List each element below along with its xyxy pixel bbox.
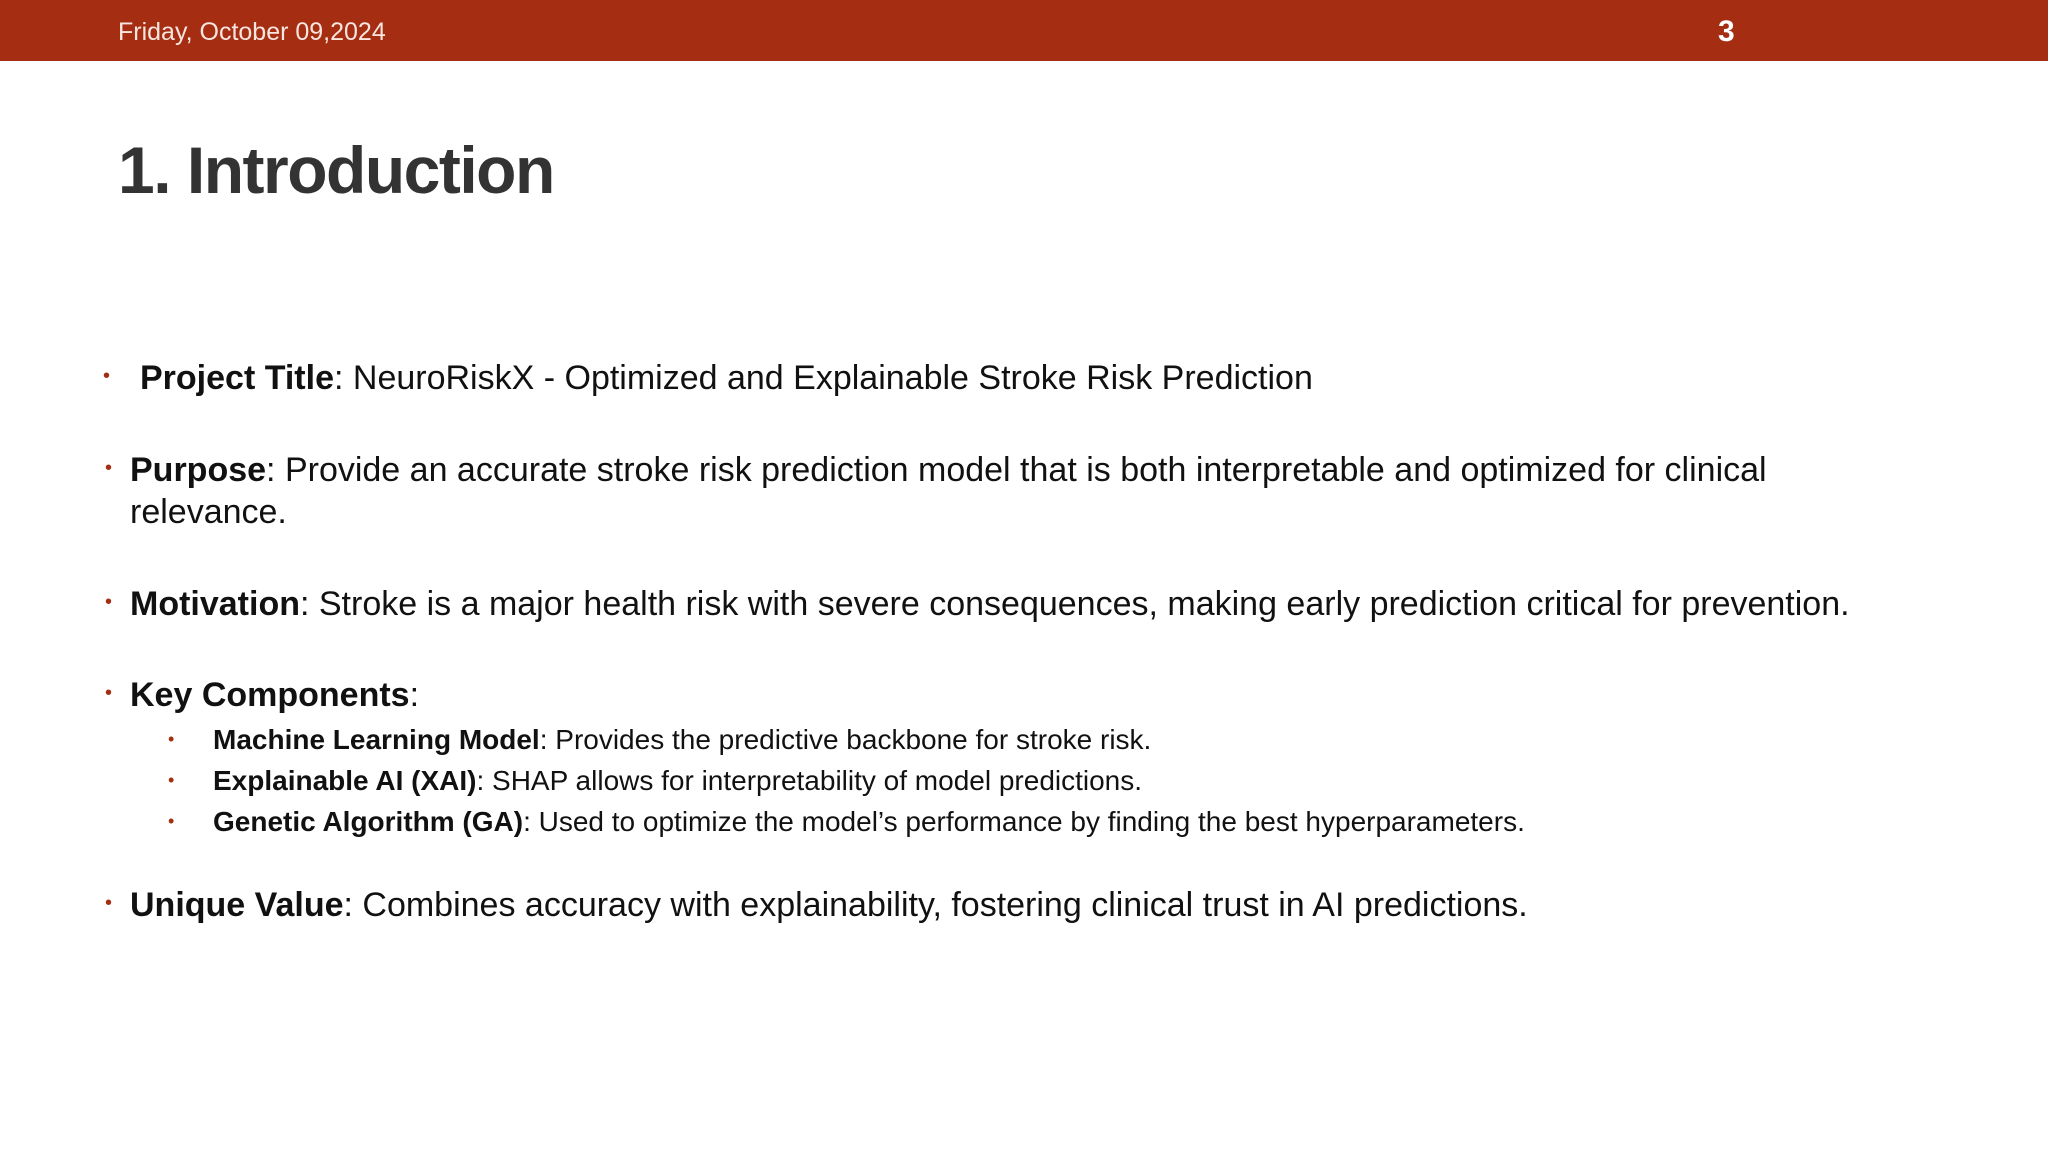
bullet-motivation xyxy=(105,583,1850,625)
sub-bullet-label: Genetic Algorithm (GA) xyxy=(213,806,524,837)
bullet-dot-icon: • xyxy=(105,682,113,704)
bullet-dot-icon: • xyxy=(105,892,113,914)
bullet-label: Unique Value xyxy=(130,886,344,924)
bullet-dot-icon: • xyxy=(105,591,113,613)
bullet-dot-icon: • xyxy=(103,365,111,387)
bullet-label: Key Components xyxy=(130,676,410,714)
bullet-key-components xyxy=(105,674,420,716)
sub-bullet-label: Machine Learning Model xyxy=(213,724,540,755)
sub-bullet-dot-icon: • xyxy=(168,811,175,831)
page-number: 3 xyxy=(1718,15,1735,48)
bullet-text: : Stroke is a major health risk with severe consequences, making early prediction critical for prevention. xyxy=(299,585,1850,623)
bullet-text: : NeuroRiskX - Optimized and Explainable Stroke Risk Prediction xyxy=(334,359,1313,397)
sub-bullet-text: : SHAP allows for interpretability of model predictions. xyxy=(476,765,1143,796)
sub-bullet-text: : Provides the predictive backbone for stroke risk. xyxy=(539,724,1152,755)
bullet-project-title xyxy=(103,357,1313,399)
bullet-text-continued: relevance. xyxy=(130,493,287,531)
sub-bullet-label: Explainable AI (XAI) xyxy=(213,765,477,796)
sub-bullet-xai xyxy=(168,764,1143,798)
bullet-label: Motivation xyxy=(130,585,300,623)
sub-bullet-ml-model xyxy=(168,723,1152,757)
sub-bullet-ga xyxy=(168,805,1525,839)
bullet-text: : xyxy=(409,676,420,714)
header-bar xyxy=(0,0,2048,61)
bullet-dot-icon: • xyxy=(105,457,113,479)
sub-bullet-dot-icon: • xyxy=(168,729,175,749)
bullet-label: Project Title xyxy=(140,359,334,397)
bullet-label: Purpose xyxy=(130,451,267,489)
bullet-text: : Provide an accurate stroke risk prediction model that is both interpretable and optimized for clinical xyxy=(266,451,1767,489)
slide-title: 1. Introduction xyxy=(118,133,554,207)
sub-bullet-dot-icon: • xyxy=(168,770,175,790)
header-date: Friday, October 09,2024 xyxy=(118,18,386,46)
bullet-text: : Combines accuracy with explainability, fostering clinical trust in AI predictions. xyxy=(343,886,1528,924)
sub-bullet-text: : Used to optimize the model’s performance by finding the best hyperparameters. xyxy=(523,806,1525,837)
bullet-purpose xyxy=(105,449,1767,533)
bullet-unique-value xyxy=(105,884,1528,926)
